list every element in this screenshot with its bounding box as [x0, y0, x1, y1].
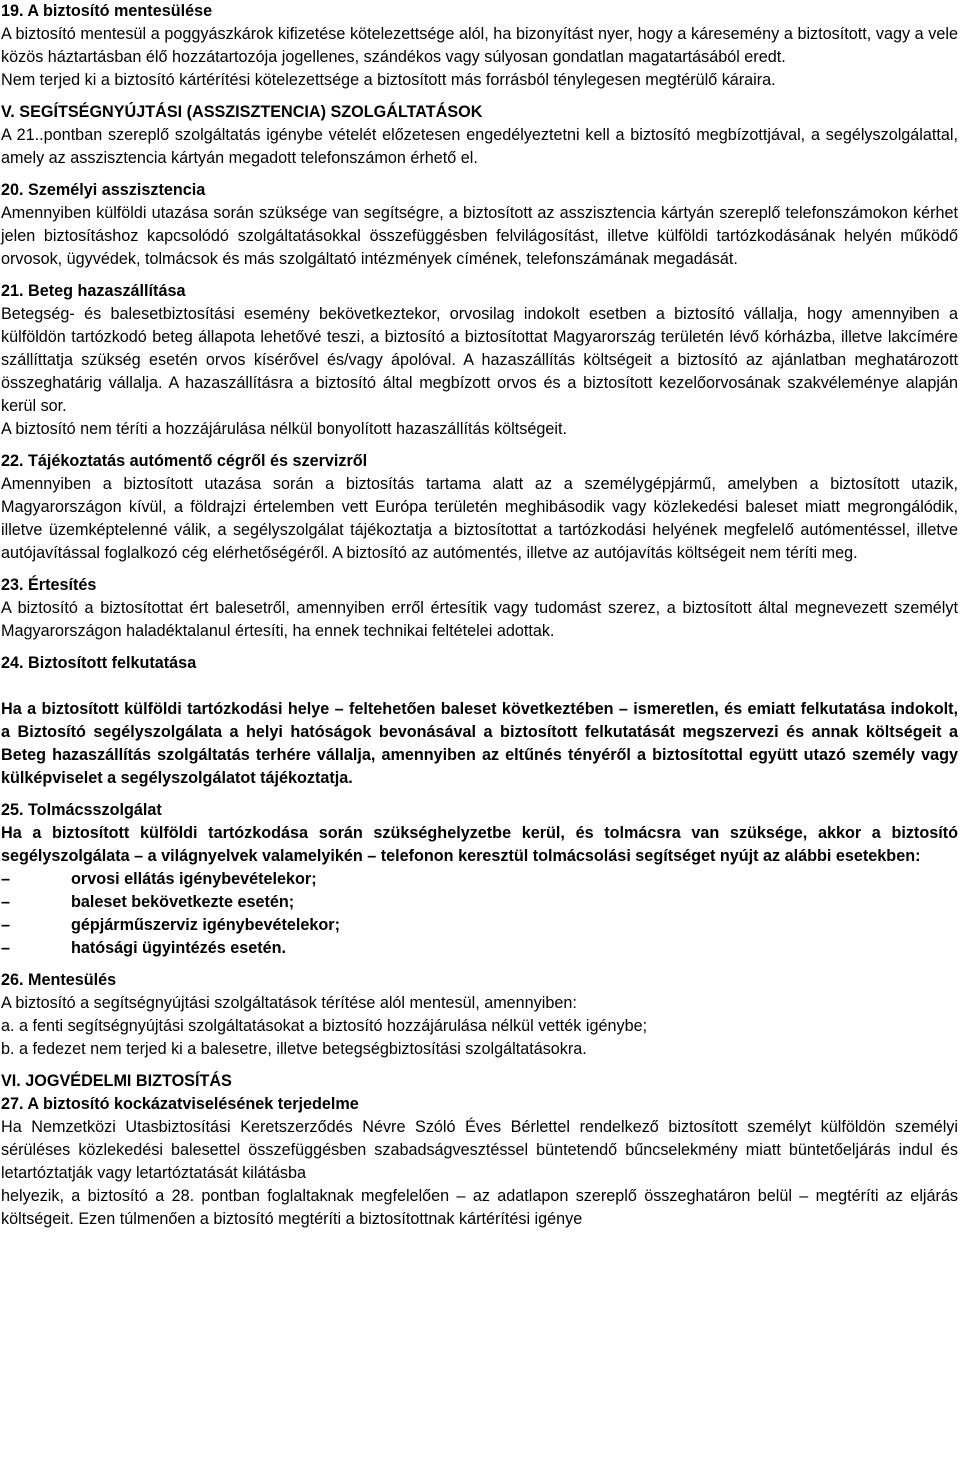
chapter-5-title: V. SEGÍTSÉGNYÚJTÁSI (ASSZISZTENCIA) SZOLGÁLTATÁSOK: [1, 103, 483, 121]
section-21-paragraph-1: Betegség- és balesetbiztosítási esemény bekövetkeztekor, orvosilag indokolt esetben a biztosító vállalja, hogy amennyiben a külföldön tartózkodó beteg állapota lehetővé teszi, a biztosító a biztosítottat Magyarország területén lévő kórházba, illetve lakcímére szállíttatja szükség esetén orvos kísérővel és/vagy ápolóval. A hazaszállítás költségeit a biztosító az ajánlatban meghatározott összeghatárig vállalja. A hazaszállításra a biztosító által megbízott orvos és a biztosított kezelőorvosának szakvéleménye alapján kerül sor.: [1, 305, 958, 415]
section-20-paragraph: Amennyiben külföldi utazása során szüksége van segítségre, a biztosított az asszisztencia kártyán szereplő telefonszámokon kérhet jelen biztosításhoz kapcsolódó szolgáltatásokkal összefüggésben felvilágosítást, illetve külföldi tartózkodásának helyén működő orvosok, ügyvédek, tolmácsok és más szolgáltató intézmények címének, telefonszámának megadását.: [1, 204, 958, 268]
list-item-text: orvosi ellátás igénybevételekor;: [71, 870, 317, 888]
list-item: [1, 937, 958, 960]
section-23-paragraph: A biztosító a biztosítottat ért balesetről, amennyiben erről értesítik vagy tudomást szerez, a biztosított által megnevezett személyt Magyarországon haladéktalanul értesíti, ha ennek technikai feltételei adottak.: [1, 599, 958, 640]
section-19-title: 19. A biztosító mentesülése: [1, 2, 213, 20]
list-item-text: hatósági ügyintézés esetén.: [71, 939, 286, 957]
dash-bullet: –: [1, 916, 11, 934]
section-26-item-a: a. a fenti segítségnyújtási szolgáltatásokat a biztosító hozzájárulása nélkül vették igénybe;: [1, 1017, 648, 1035]
section-26-item-b: b. a fedezet nem terjed ki a balesetre, illetve betegségbiztosítási szolgáltatásokra.: [1, 1040, 587, 1058]
section-27-paragraph-2: helyezik, a biztosító a 28. pontban foglaltaknak megfelelően – az adatlapon szereplő összeghatáron belül – megtéríti az eljárás költségeit. Ezen túlmenően a biztosító megtéríti a biztosítottnak kártérítési igénye: [1, 1187, 958, 1228]
dash-bullet: –: [1, 893, 11, 911]
list-item: [1, 914, 958, 937]
section-19-paragraph-2: Nem terjed ki a biztosító kártérítési kötelezettsége a biztosított más forrásból ténylegesen megtérülő káraira.: [1, 71, 776, 89]
section-26-title: 26. Mentesülés: [1, 971, 117, 989]
section-25-paragraph: Ha a biztosított külföldi tartózkodása során szükséghelyzetbe kerül, és tolmácsra van szüksége, akkor a biztosító segélyszolgálata – a világnyelvek valamelyikén – telefonon keresztül tolmácsolási segítséget nyújt az alábbi esetekben:: [1, 824, 958, 865]
section-26-paragraph: A biztosító a segítségnyújtási szolgáltatások térítése alól mentesül, amennyiben:: [1, 994, 577, 1012]
section-21-paragraph-2: A biztosító nem téríti a hozzájárulása nélkül bonyolított hazaszállítás költségeit.: [1, 420, 567, 438]
dash-bullet: –: [1, 939, 11, 957]
list-item-text: baleset bekövetkezte esetén;: [71, 893, 295, 911]
dash-bullet: –: [1, 870, 11, 888]
section-24-title: 24. Biztosított felkutatása: [1, 654, 197, 672]
section-19-paragraph-1: A biztosító mentesül a poggyászkárok kifizetése kötelezettsége alól, ha bizonyítást nyer, hogy a káresemény a biztosított, vagy a vele közös háztartásban élő hozzátartozója jogellenes, szándékos vagy súlyosan gondatlan magatartásából eredt.: [1, 25, 958, 66]
chapter-5-intro: A 21..pontban szereplő szolgáltatás igénybe vételét előzetesen engedélyeztetni kell a biztosító megbízottjával, a segélyszolgálattal, amely az asszisztencia kártyán megadott telefonszámon érhető el.: [1, 126, 958, 167]
list-item: [1, 868, 958, 891]
section-22-title: 22. Tájékoztatás autómentő cégről és szervizről: [1, 452, 368, 470]
section-27-paragraph-1: Ha Nemzetközi Utasbiztosítási Keretszerződés Névre Szóló Éves Bérlettel rendelkező biztosított személyt külföldön személyi sérüléses közlekedési balesettel összefüggésben szabadságvesztéssel büntetendő bűncselekmény miatt büntetőeljárás indul és letartóztatják vagy letartóztatását kilátásba: [1, 1118, 958, 1182]
section-23-title: 23. Értesítés: [1, 576, 97, 594]
list-item: [1, 891, 958, 914]
section-24-paragraph: Ha a biztosított külföldi tartózkodási helye – feltehetően baleset következtében – ismeretlen, és emiatt felkutatása indokolt, a Biztosító segélyszolgálata a helyi hatóságok bevonásával a biztosított felkutatását megszervezi és annak költségeit a Beteg hazaszállítás szolgáltatás terhére vállalja, amennyiben az eltűnés tényéről a biztosítottal együtt utazó személy vagy külképviselet a segélyszolgálatot tájékoztatja.: [1, 700, 958, 787]
list-item-text: gépjárműszerviz igénybevételekor;: [71, 916, 340, 934]
section-27-title: 27. A biztosító kockázatviselésének terjedelme: [1, 1095, 359, 1113]
section-22-paragraph: Amennyiben a biztosított utazása során a biztosítás tartama alatt az a személygépjármű, amelyben a biztosított utazik, Magyarországon kívül, a földrajzi értelemben vett Európa területén meghibásodik vagy közlekedési baleset miatt megrongálódik, illetve üzemképtelenné válik, a segélyszolgálat tájékoztatja a biztosítottat a tartózkodási helyének megfelelő autómentéssel, illetve autójavítással foglalkozó cég elérhetőségéről. A biztosító az autómentés, illetve az autójavítás költségeit nem téríti meg.: [1, 475, 958, 562]
section-25-title: 25. Tolmácsszolgálat: [1, 801, 162, 819]
chapter-6-title: VI. JOGVÉDELMI BIZTOSÍTÁS: [1, 1072, 232, 1090]
section-20-title: 20. Személyi asszisztencia: [1, 181, 206, 199]
section-21-title: 21. Beteg hazaszállítása: [1, 282, 186, 300]
